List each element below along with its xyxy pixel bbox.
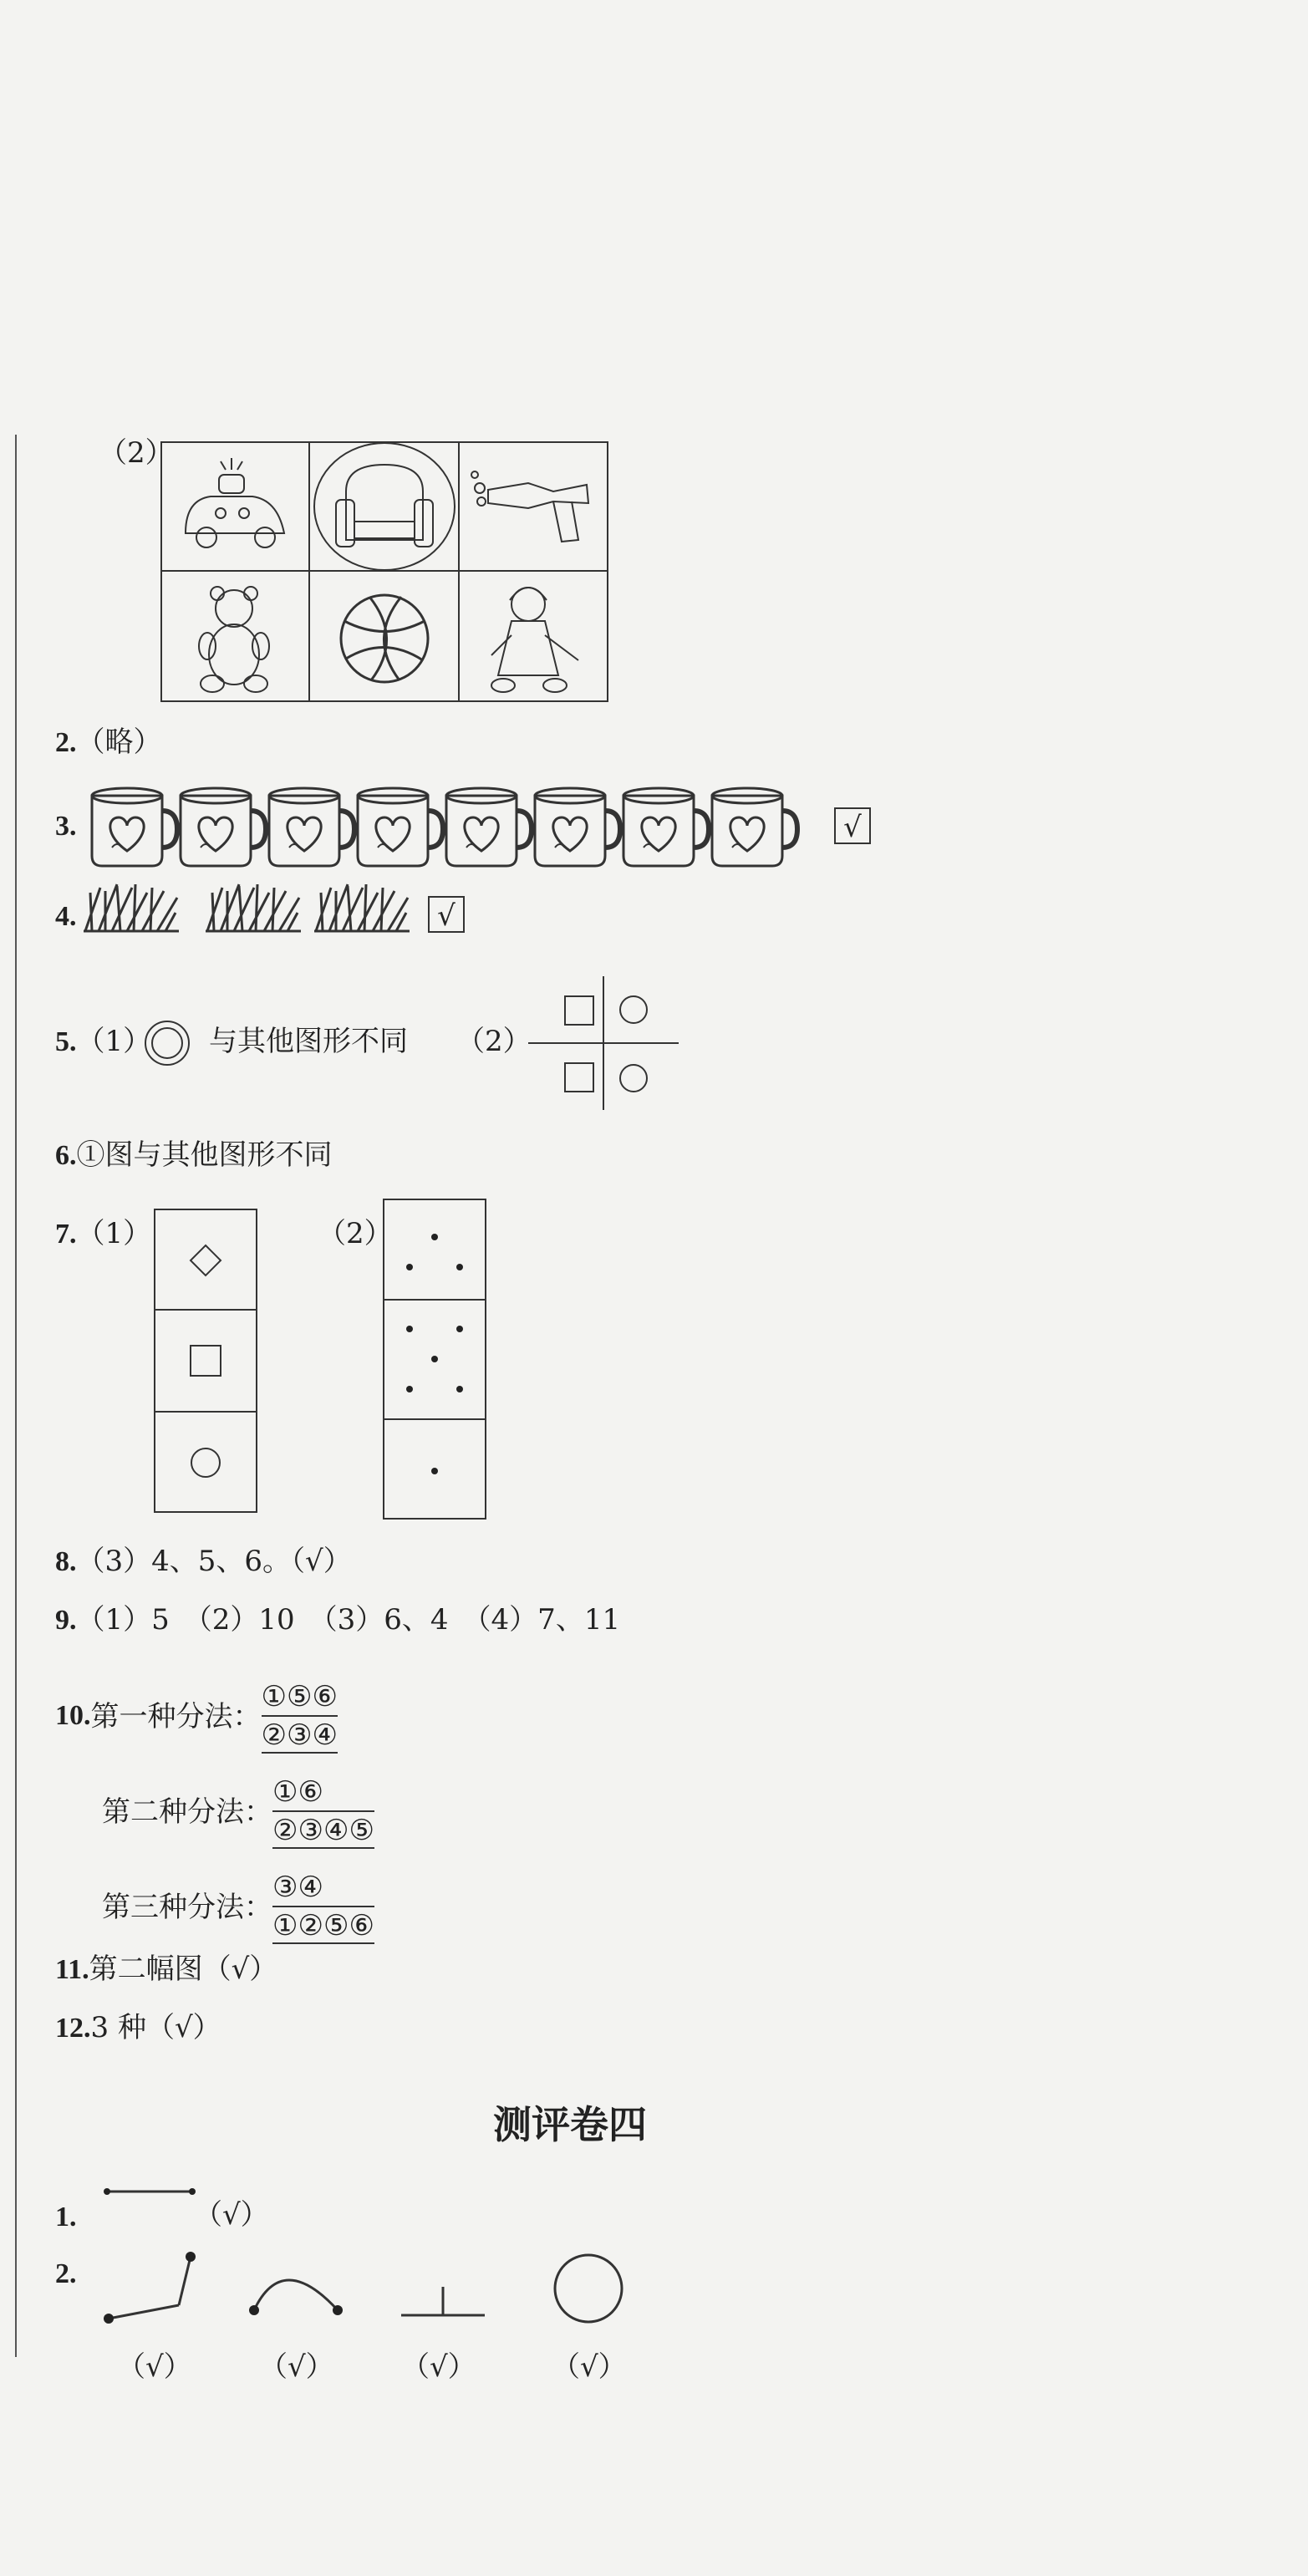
q6-number: 6. — [55, 1140, 77, 1171]
q5-part2-label: （2） — [456, 1025, 532, 1058]
s2-shapes — [99, 2240, 634, 2332]
s1-number: 1. — [55, 2202, 77, 2232]
q11-text: 第二幅图（√） — [89, 1952, 278, 1986]
q8-text: （3）4、5、6。（√） — [76, 1545, 352, 1578]
doll-icon — [491, 588, 578, 692]
q10-method-2: 第二种分法： $\frac{\text{①⑥}}{\text{②③④⑤}}$ — [102, 1775, 374, 1847]
square-icon — [565, 996, 593, 1025]
dice-five-dots — [406, 1326, 463, 1392]
double-circle-icon — [142, 1018, 192, 1068]
arc-icon — [249, 2280, 343, 2315]
q3-number: 3. — [55, 811, 77, 842]
teddy-bear-icon — [199, 587, 269, 692]
q8-number: 8. — [55, 1546, 77, 1577]
q11-number: 11. — [55, 1954, 89, 1985]
line-segment-icon — [104, 2183, 196, 2200]
picture-grid — [160, 441, 608, 702]
q2-text: （略） — [76, 725, 162, 759]
mug-icon — [535, 788, 620, 866]
square-icon — [191, 1346, 221, 1376]
q9-text: （1）5 （2）10 （3）6、4 （4）7、11 — [76, 1603, 621, 1637]
mug-icon — [92, 788, 177, 866]
perpendicular-icon — [401, 2287, 485, 2315]
q10-method-3: 第三种分法： $\frac{\text{③④}}{\text{①②⑤⑥}}$ — [102, 1871, 374, 1942]
broken-line-icon — [104, 2252, 196, 2324]
margin-line — [15, 435, 17, 2357]
toy-car-icon — [186, 458, 284, 547]
q12-text: 3 种（√） — [90, 2011, 221, 2044]
q6-text: ①图与其他图形不同 — [76, 1138, 333, 1172]
mug-icon — [712, 788, 797, 866]
section-title: 测评卷四 — [493, 2102, 647, 2147]
square-icon — [565, 1063, 593, 1092]
q7-part1-label: （1） — [76, 1217, 152, 1250]
dice-one-dot — [431, 1468, 438, 1474]
q7-number: 7. — [55, 1219, 77, 1250]
q5-text1: 与其他图形不同 — [209, 1025, 408, 1058]
mug-icon — [269, 788, 354, 866]
q5-line — [55, 1025, 151, 1059]
shape-cross-grid — [528, 976, 679, 1110]
grass-row — [84, 879, 435, 938]
circle-icon — [620, 996, 647, 1023]
basketball-icon — [341, 595, 428, 682]
shape-column-1 — [154, 1209, 257, 1513]
circle-icon — [620, 1065, 647, 1092]
grass-icon — [314, 884, 410, 931]
q6-line — [55, 1138, 333, 1173]
q1-part-label: （2） — [99, 436, 174, 470]
q5-number: 5. — [55, 1026, 77, 1057]
q9-number: 9. — [55, 1605, 77, 1636]
q10-method-1: 10.第一种分法： $\frac{\text{①⑤⑥}}{\text{②③④}}$ — [55, 1680, 338, 1752]
s2-answer-4: （√） — [552, 2350, 627, 2384]
grass-icon — [206, 884, 301, 931]
s1-answer: （√） — [194, 2198, 269, 2232]
q2-line — [55, 725, 162, 760]
dice-three-dots — [406, 1234, 463, 1270]
q4-check-box: √ — [428, 896, 465, 933]
q10-number: 10. — [55, 1700, 91, 1731]
diamond-icon — [191, 1245, 221, 1275]
s2-answer-3: （√） — [401, 2350, 476, 2384]
q7-part2-label: （2） — [318, 1217, 393, 1250]
q12-number: 12. — [55, 2013, 91, 2044]
q9-line — [55, 1603, 620, 1637]
mug-icon — [446, 788, 532, 866]
s2-answer-1: （√） — [117, 2350, 192, 2384]
q11-line — [55, 1952, 277, 1987]
s2-answer-2: （√） — [259, 2350, 334, 2384]
q8-line — [55, 1545, 352, 1579]
mug-icon — [358, 788, 443, 866]
mug-row — [89, 786, 824, 869]
q7-line — [55, 1217, 151, 1251]
s2-number: 2. — [55, 2258, 77, 2289]
q4-number: 4. — [55, 901, 77, 932]
circle-icon — [555, 2255, 622, 2322]
q12-line — [55, 2011, 221, 2045]
q3-check-box: √ — [834, 807, 871, 844]
q2-number: 2. — [55, 727, 77, 758]
dice-column-2 — [383, 1199, 486, 1520]
mug-icon — [181, 788, 266, 866]
armchair-icon — [314, 443, 455, 570]
mug-icon — [623, 788, 709, 866]
toy-trumpet-icon — [471, 471, 588, 542]
q5-part1-label: （1） — [76, 1025, 152, 1058]
circle-icon — [191, 1448, 220, 1477]
grass-icon — [84, 884, 179, 931]
